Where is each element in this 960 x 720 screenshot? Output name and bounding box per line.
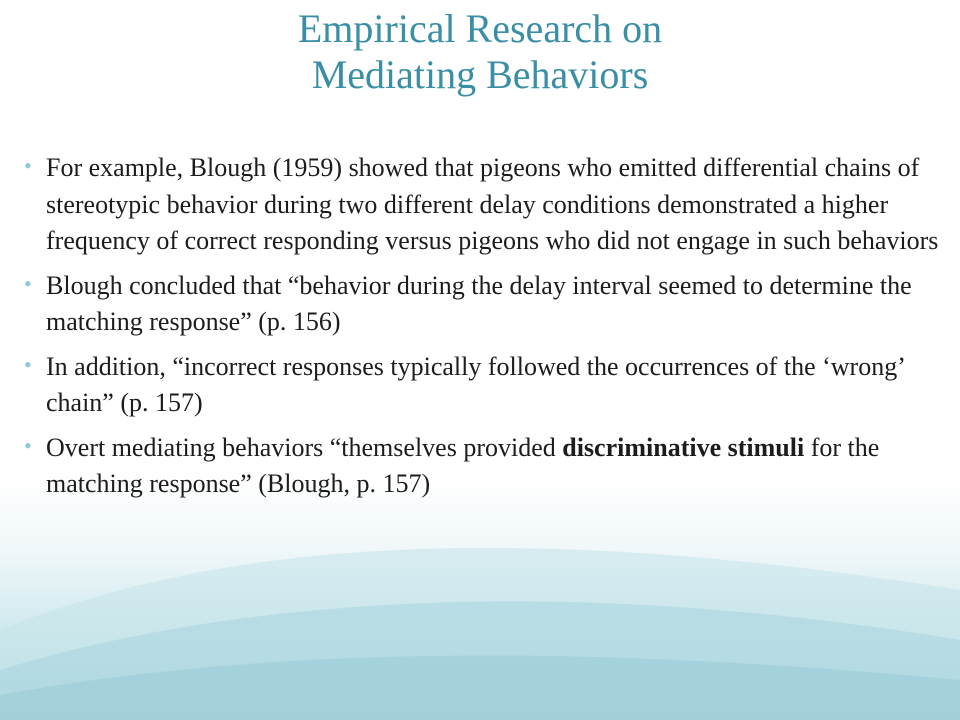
bullet-item	[24, 349, 944, 422]
bullet-item	[24, 150, 944, 260]
slide-title	[0, 6, 960, 98]
slide-title-line-1: Empirical Research on	[297, 6, 663, 51]
bullet-item	[24, 430, 944, 503]
bullet-dot-icon: •	[24, 153, 32, 178]
bullet-text-bold-term: discriminative stimuli	[562, 432, 805, 462]
bullet-text-post: for the matching response” (Blough, p. 157)	[46, 432, 880, 498]
bullet-item	[24, 268, 944, 341]
bullet-list	[24, 150, 944, 511]
bullet-text: In addition, “incorrect responses typically followed the occurrences of the ‘wrong’ chain” (p. 157)	[46, 351, 904, 417]
decorative-wave-background	[0, 480, 960, 720]
bullet-dot-icon: •	[24, 351, 32, 377]
bullet-text: Blough concluded that “behavior during the delay interval seemed to determine the matching response” (p. 156)	[46, 270, 912, 336]
slide-title-line-2: Mediating Behaviors	[311, 52, 649, 97]
bullet-text-pre: Overt mediating behaviors “themselves provided	[46, 432, 563, 462]
bullet-dot-icon: •	[24, 432, 32, 458]
bullet-dot-icon: •	[24, 270, 32, 296]
bullet-text: For example, Blough (1959) showed that pigeons who emitted differential chains of stereotypic behavior during two different delay conditions demonstrated a higher frequency of correct responding versus pigeons who did not engage in such behaviors	[46, 153, 939, 255]
